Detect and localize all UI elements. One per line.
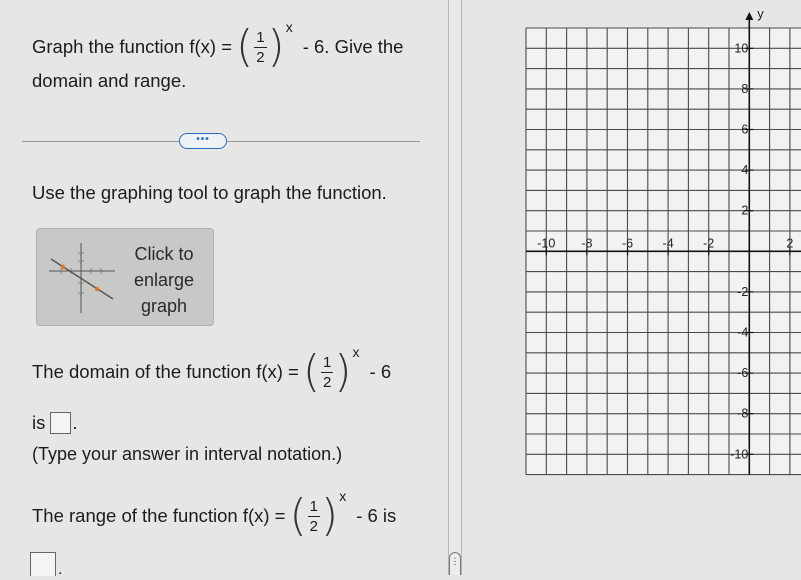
exponent: x (285, 19, 293, 35)
x-tick-label: -8 (581, 236, 593, 251)
y-tick-label: -6 (737, 366, 749, 381)
range-question (32, 488, 397, 541)
y-tick-label: 8 (741, 81, 749, 96)
coordinate-grid[interactable] (462, 0, 801, 575)
y-tick-label: -2 (737, 284, 749, 299)
y-axis-arrow-icon (745, 12, 753, 20)
fraction (254, 30, 266, 65)
pane-divider (448, 0, 462, 575)
y-tick-label: -4 (737, 325, 749, 340)
fraction-denominator: 2 (256, 48, 265, 66)
range-answer-input[interactable] (30, 552, 56, 576)
more-options-button[interactable]: ••• (179, 133, 227, 149)
y-tick-label: 4 (741, 163, 749, 178)
fraction-numerator: 1 (256, 28, 265, 46)
x-tick-label: -2 (703, 236, 715, 251)
question-text (32, 19, 432, 92)
range-period: . (58, 561, 63, 578)
domain-answer-input[interactable] (50, 412, 71, 434)
graph-thumbnail-icon (43, 239, 119, 317)
x-tick-label: -6 (621, 236, 634, 251)
y-axis-label: y (757, 6, 764, 21)
enlarge-graph-label: Click to enlarge graph (133, 244, 195, 316)
range-prefix: The range of the function f(x) = (32, 505, 286, 526)
domain-answer-line (32, 412, 78, 434)
question-suffix: - 6. Give the (302, 36, 404, 57)
graph-pane (462, 0, 801, 575)
instruction-text: Use the graphing tool to graph the function. (32, 182, 387, 203)
question-line2: domain and range. (32, 70, 187, 91)
domain-function-expression: ( $\frac{1}{2}$ ) x (302, 344, 360, 397)
domain-period: . (72, 412, 78, 433)
question-prefix: Graph the function f(x) = (32, 36, 233, 57)
range-suffix: - 6 is (356, 505, 397, 526)
domain-suffix: - 6 (369, 361, 392, 382)
x-tick-label: -4 (662, 236, 674, 251)
pane-resize-handle[interactable]: ⋮ (449, 552, 461, 575)
x-tick-label: 2 (786, 236, 794, 251)
enlarge-graph-button[interactable] (36, 228, 214, 326)
x-tick-label: -10 (537, 236, 556, 251)
range-function-expression: ( $\frac{1}{2}$ ) x (289, 488, 347, 541)
y-tick-label: -10 (730, 447, 749, 462)
right-paren: ) (267, 21, 285, 72)
y-tick-label: 6 (741, 122, 749, 137)
function-expression (236, 19, 293, 72)
domain-prefix: The domain of the function f(x) = (32, 361, 299, 382)
interval-notation-hint: (Type your answer in interval notation.) (32, 444, 343, 464)
left-paren: ( (236, 21, 254, 72)
is-label: is (32, 412, 46, 433)
domain-question (32, 344, 392, 397)
y-tick-label: -8 (737, 406, 749, 421)
y-tick-label: 10 (734, 41, 749, 56)
y-tick-label: 2 (741, 203, 749, 218)
